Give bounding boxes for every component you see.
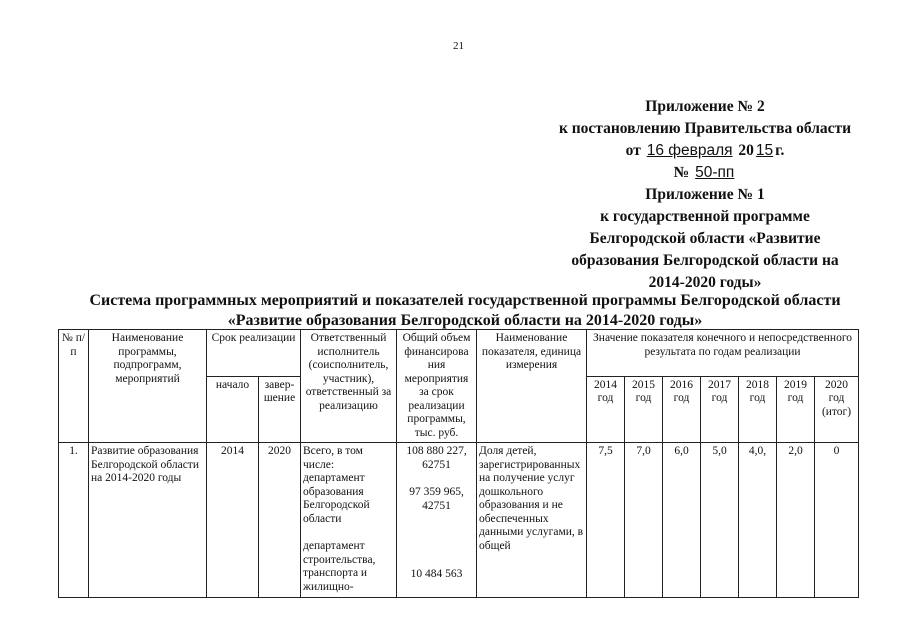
cell-responsible (301, 443, 397, 598)
cell-value: 7,0 (625, 443, 663, 598)
program-table (58, 329, 859, 598)
responsible-line: департамент образования Белгородской области (303, 472, 370, 525)
cell-name: Развитие образования Белгородской области на 2014-2020 годы (89, 443, 207, 598)
header-year: 2020 год (итог) (815, 376, 859, 442)
date-prefix: от (625, 142, 641, 159)
appendix-line: 2014-2020 годы» (648, 274, 762, 291)
cell-value: 6,0 (663, 443, 701, 598)
cell-value: 0 (815, 443, 859, 598)
header-volume: Общий объем финансирова ния мероприятия за срок реализации программы, тыс. руб. (397, 330, 477, 443)
header-year: 2016 год (663, 376, 701, 442)
header-end: завер-шение (259, 376, 301, 442)
header-start: начало (207, 376, 259, 442)
document-title (60, 291, 870, 331)
cell-indicator: Доля детей, зарегистрированных на получение услуг дошкольного образования и не обеспеченных данными услугами, в общей (477, 443, 587, 598)
date-year-prefix: 20 (738, 142, 754, 159)
date-suffix: г. (775, 142, 785, 159)
volume-line: 97 359 965, 42751 (409, 486, 464, 512)
volume-line: 10 484 563 (410, 568, 463, 580)
header-year: 2018 год (739, 376, 777, 442)
date-day-month: 16 февраля (646, 142, 733, 159)
appendix-line: к постановлению Правительства области (558, 120, 852, 137)
appendix-line: образования Белгородской области на (571, 252, 839, 269)
responsible-line: Всего, в том числе: (303, 445, 363, 471)
responsible-line: департамент строительства, транспорта и жилищно- (303, 540, 376, 593)
cell-value: 7,5 (587, 443, 625, 598)
cell-end: 2020 (259, 443, 301, 598)
appendix-line: Приложение № 2 (645, 98, 765, 115)
cell-value: 5,0 (701, 443, 739, 598)
title-line: Система программных мероприятий и показателей государственной программы Белгородской области (89, 292, 841, 309)
header-values: Значение показателя конечного и непосредственного результата по годам реализации (587, 330, 859, 377)
cell-value: 2,0 (777, 443, 815, 598)
page-number: 21 (453, 40, 464, 52)
header-indicator: Наименование показателя, единица измерения (477, 330, 587, 443)
appendix-number-line (555, 162, 855, 184)
appendix-line: к государственной программе (600, 208, 810, 225)
header-year: 2015 год (625, 376, 663, 442)
table-row (59, 443, 859, 598)
appendix-line: Белгородской области «Развитие (589, 230, 821, 247)
header-row (59, 330, 859, 377)
cell-start: 2014 (207, 443, 259, 598)
appendix-header (555, 96, 855, 294)
cell-value: 4,0, (739, 443, 777, 598)
volume-line: 108 880 227, 62751 (406, 445, 467, 471)
header-num: № п/п (59, 330, 89, 443)
title-line: «Развитие образования Белгородской области на 2014-2020 годы» (227, 312, 703, 329)
header-responsible: Ответственный исполнитель (соисполнитель, участник), ответственный за реализацию (301, 330, 397, 443)
number-value: 50-пп (695, 164, 735, 181)
header-year: 2017 год (701, 376, 739, 442)
header-name: Наименование программы, подпрограмм, мероприятий (89, 330, 207, 443)
header-year: 2019 год (777, 376, 815, 442)
appendix-date-line (555, 140, 855, 162)
date-year-suffix: 15 (755, 142, 774, 159)
header-year: 2014 год (587, 376, 625, 442)
cell-num: 1. (59, 443, 89, 598)
cell-volume (397, 443, 477, 598)
appendix-line: Приложение № 1 (645, 186, 765, 203)
number-prefix: № (673, 164, 690, 181)
header-period: Срок реализации (207, 330, 301, 377)
